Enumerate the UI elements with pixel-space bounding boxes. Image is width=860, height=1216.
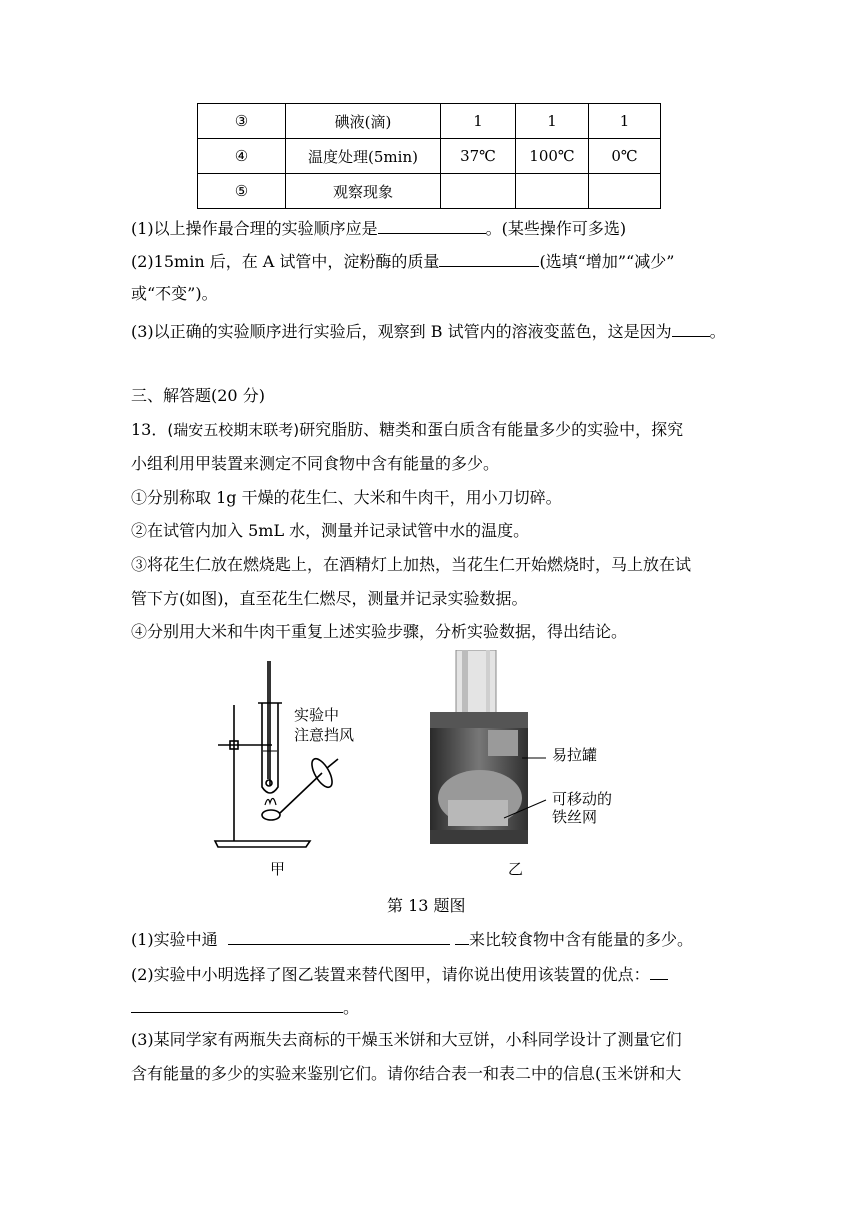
figure-label-mesh-2: 铁丝网 [552, 808, 598, 826]
table-cell: 1 [441, 104, 516, 139]
table-cell: ③ [198, 104, 286, 139]
answer-blank[interactable] [378, 217, 486, 234]
answer-blank[interactable] [131, 996, 343, 1013]
figure-label-yi: 乙 [508, 860, 524, 878]
figure-label-can: 易拉罐 [552, 746, 598, 764]
section-title: 三、解答题(20 分) [131, 386, 265, 405]
question-13-intro: 13．(瑞安五校期末联考)研究脂肪、糖类和蛋白质含有能量多少的实验中，探究 [131, 420, 684, 439]
question-12-2: (2)15min 后，在 A 试管中，淀粉酶的质量 (选填“增加”“减少” [131, 252, 675, 271]
table-cell: 观察现象 [286, 174, 441, 209]
table-row [198, 139, 661, 174]
table-cell: 37℃ [441, 139, 516, 174]
question-13-2: (2)实验中小明选择了图乙装置来替代图甲，请你说出使用该装置的优点： [131, 963, 668, 985]
step-3-cont: 管下方(如图)，直至花生仁燃尽，测量并记录实验数据。 [131, 589, 528, 608]
figure-note: 注意挡风 [294, 726, 355, 744]
question-13-3: (3)某同学家有两瓶失去商标的干燥玉米饼和大豆饼，小科同学设计了测量它们 [131, 1030, 682, 1049]
table-cell: ⑤ [198, 174, 286, 209]
question-13-2-cont: 。 [131, 996, 359, 1018]
answer-blank[interactable] [672, 320, 710, 337]
question-12-1: (1)以上操作最合理的实验顺序应是 。(某些操作可多选) [131, 219, 627, 238]
question-12-3: (3)以正确的实验顺序进行实验后，观察到 B 试管内的溶液变蓝色，这是因为 。 [131, 322, 726, 341]
figure-caption: 第 13 题图 [387, 896, 466, 915]
apparatus-yi-figure [428, 650, 548, 846]
step-3: ③将花生仁放在燃烧匙上，在酒精灯上加热，当花生仁开始燃烧时，马上放在试 [131, 555, 692, 574]
question-13-3-cont: 含有能量的多少的实验来鉴别它们。请你结合表一和表二中的信息(玉米饼和大 [131, 1064, 682, 1083]
experiment-table [197, 103, 661, 209]
answer-blank[interactable] [455, 928, 469, 945]
table-cell: 1 [589, 104, 661, 139]
apparatus-jia-figure [210, 655, 370, 855]
figure-label-jia: 甲 [270, 860, 286, 878]
table-cell [441, 174, 516, 209]
table-row [198, 104, 661, 139]
table-cell: 温度处理(5min) [286, 139, 441, 174]
figure-label-mesh: 可移动的 [552, 790, 613, 808]
answer-blank[interactable] [228, 928, 450, 945]
table-cell: 1 [516, 104, 589, 139]
question-12-2-cont: 或“不变”)。 [131, 284, 218, 303]
question-13-1: (1)实验中通 来比较食物中含有能量的多少。 [131, 930, 693, 949]
answer-blank[interactable] [650, 963, 668, 980]
table-cell [516, 174, 589, 209]
step-2: ②在试管内加入 5mL 水，测量并记录试管中水的温度。 [131, 521, 530, 540]
step-1: ①分别称取 1g 干燥的花生仁、大米和牛肉干，用小刀切碎。 [131, 488, 562, 507]
table-cell [589, 174, 661, 209]
figure-note: 实验中 [294, 706, 340, 724]
answer-blank[interactable] [439, 250, 539, 267]
table-row [198, 174, 661, 209]
question-13-intro-2: 小组利用甲装置来测定不同食物中含有能量的多少。 [131, 454, 500, 473]
table-cell: 100℃ [516, 139, 589, 174]
step-4: ④分别用大米和牛肉干重复上述实验步骤，分析实验数据，得出结论。 [131, 622, 628, 641]
table-cell: 0℃ [589, 139, 661, 174]
table-cell: ④ [198, 139, 286, 174]
table-cell: 碘液(滴) [286, 104, 441, 139]
